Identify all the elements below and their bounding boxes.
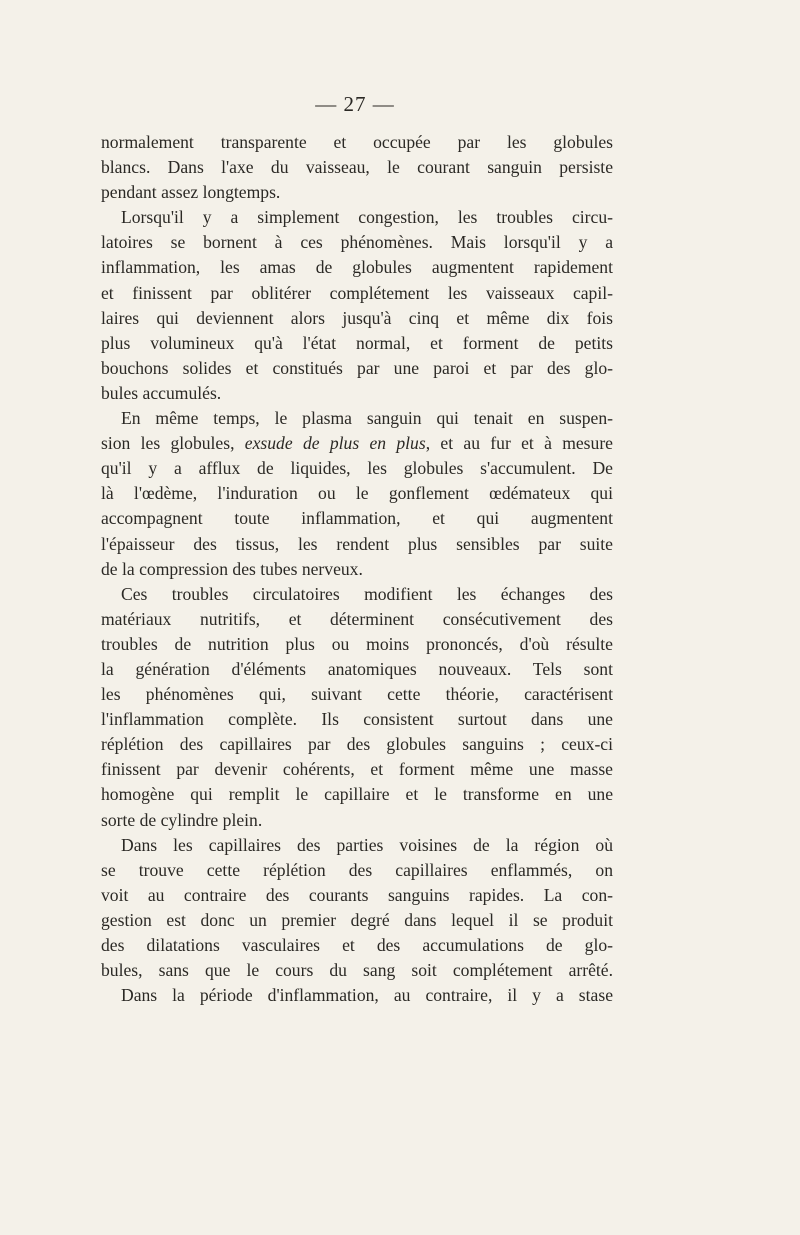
text-line: laires qui deviennent alors jusqu'à cinq et même dix fois	[101, 307, 613, 328]
text-line: normalement transparente et occupée par les globules	[101, 132, 613, 152]
text-line: voit au contraire des courants sanguins rapides. La con-	[101, 884, 613, 905]
text-line: les phénomènes qui, suivant cette théorie, caractérisent	[101, 684, 613, 705]
text-line: blancs. Dans l'axe du vaisseau, le courant sanguin persiste	[101, 157, 613, 178]
text-line	[101, 431, 613, 456]
text-line: Dans la période d'inflammation, au contraire, il y a stase	[121, 985, 613, 1006]
text-line: se trouve cette réplétion des capillaires enflammés, on	[101, 859, 613, 880]
text-line: la génération d'éléments anatomiques nouveaux. Tels sont	[101, 658, 613, 679]
text-line: Ces troubles circulatoires modifient les échanges des	[121, 583, 613, 604]
text-line: des dilatations vasculaires et des accumulations de glo-	[101, 935, 613, 955]
text-line: là l'œdème, l'induration ou le gonflement œdémateux qui	[101, 483, 613, 504]
text-line: accompagnent toute inflammation, et qui augmentent	[101, 508, 613, 529]
text-segment: En même temps, le plasma sanguin qui tenait en suspen-	[121, 408, 613, 429]
body-text	[101, 130, 613, 1008]
text-line: pendant assez longtemps.	[101, 182, 281, 203]
text-line: sorte de cylindre plein.	[101, 809, 263, 830]
text-line: latoires se bornent à ces phénomènes. Mais lorsqu'il y a	[101, 232, 613, 253]
text-line: de la compression des tubes nerveux.	[101, 558, 363, 579]
text-line: réplétion des capillaires par des globules sanguins ; ceux-ci	[101, 734, 613, 755]
text-line: bules, sans que le cours du sang soit complétement arrêté.	[101, 960, 613, 981]
text-line: homogène qui remplit le capillaire et le transforme en une	[101, 784, 613, 805]
text-line: Dans les capillaires des parties voisines de la région où	[121, 834, 613, 855]
text-line: bouchons solides et constitués par une paroi et par des glo-	[101, 357, 613, 378]
text-line: gestion est donc un premier degré dans lequel il se produit	[101, 909, 613, 930]
text-line: et finissent par oblitérer complétement les vaisseaux capil-	[101, 282, 613, 303]
text-line: l'inflammation complète. Ils consistent surtout dans une	[101, 709, 613, 730]
text-line	[101, 406, 613, 431]
text-line: qu'il y a afflux de liquides, les globules s'accumulent. De	[101, 458, 613, 479]
italic-segment: exsude de plus en plus	[244, 433, 426, 454]
text-line: inflammation, les amas de globules augmentent rapidement	[101, 257, 613, 278]
page-number: — 27 —	[315, 92, 395, 116]
text-line: plus volumineux qu'à l'état normal, et forment de petits	[101, 332, 613, 353]
text-line: l'épaisseur des tissus, les rendent plus sensibles par suite	[101, 533, 613, 554]
text-segment: sion les globules,	[101, 433, 245, 454]
text-line: finissent par devenir cohérents, et forment même une masse	[101, 759, 613, 780]
text-line: bules accumulés.	[101, 382, 222, 403]
text-line: troubles de nutrition plus ou moins prononcés, d'où résulte	[101, 633, 613, 654]
text-segment: , et au fur et à mesure	[425, 433, 613, 454]
text-line: matériaux nutritifs, et déterminent consécutivement des	[101, 608, 613, 629]
text-line: Lorsqu'il y a simplement congestion, les troubles circu-	[121, 207, 613, 228]
